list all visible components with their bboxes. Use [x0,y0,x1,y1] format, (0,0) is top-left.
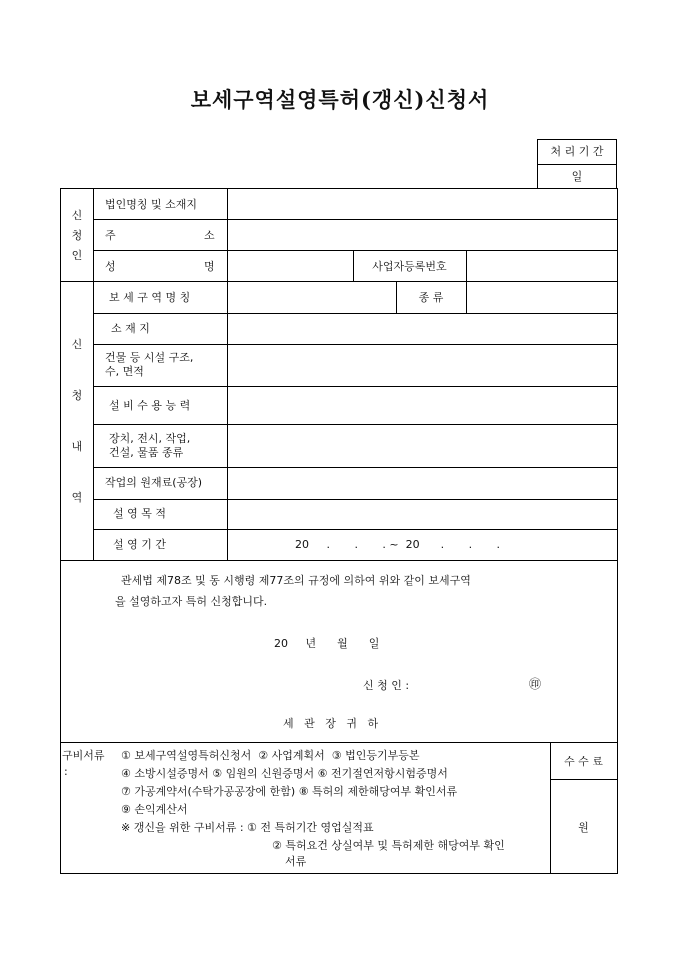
items-label-1: 장치, 전시, 작업, [109,432,191,445]
documents-line-6: ② 특허요건 상실여부 및 특허제한 해당여부 확인 [272,839,505,852]
fee-label: 수 수 료 [564,755,603,768]
processing-period-box [537,139,617,189]
materials-label: 작업의 원재료(공장) [105,476,203,489]
address-label-1: 주 [105,229,116,242]
name-label-2: 명 [204,260,215,273]
business-reg-label: 사업자등록번호 [372,260,447,273]
documents-line-5: ※ 갱신을 위한 구비서류 : ① 전 특허기간 영업실적표 [121,821,374,834]
documents-line-7: 서류 [285,855,307,868]
documents-line-4: ⑨ 손익계산서 [121,803,188,816]
details-section-label-2: 청 [71,389,83,402]
documents-label: 구비서류 [62,749,105,762]
application-date: 20 년 월 일 [274,637,380,650]
address-label-2: 소 [204,229,215,242]
details-section-label-3: 내 [71,440,83,453]
name-label-1: 성 [105,260,116,273]
building-label-1: 건물 등 시설 구조, [105,351,194,364]
processing-period-value: 일 [571,170,583,183]
period-label: 설 영 기 간 [113,538,166,551]
details-section-label-4: 역 [71,491,83,504]
signer-label: 신 청 인 : [363,679,410,692]
documents-colon: : [64,765,68,778]
applicant-section-label-2: 청 [71,229,83,242]
items-label-2: 건설, 물품 종류 [109,446,184,459]
documents-line-2: ④ 소방시설증명서 ⑤ 임원의 신원증명서 ⑥ 전기절연저항시험증명서 [121,767,448,780]
documents-line-1: ① 보세구역설영특허신청서 ② 사업계획서 ③ 법인등기부등본 [121,749,420,762]
form-title: 보세구역설영특허(갱신)신청서 [190,87,490,112]
applicant-section-label-3: 인 [71,249,83,262]
location-label: 소 재 지 [111,322,150,335]
zone-name-label: 보 세 구 역 명 칭 [109,291,191,304]
application-form-table [60,188,618,874]
declaration-line-2: 을 설영하고자 특허 신청합니다. [115,595,268,608]
recipient: 세 관 장 귀 하 [283,717,379,730]
building-label-2: 수, 면적 [105,365,144,378]
corporate-name-label: 법인명칭 및 소재지 [105,198,198,211]
processing-period-label: 처 리 기 간 [550,145,604,158]
applicant-section-label-1: 신 [71,209,83,222]
declaration-line-1: 관세법 제78조 및 동 시행령 제77조의 규정에 의하여 위와 같이 보세구역 [121,574,471,587]
zone-type-label: 종 류 [418,291,444,304]
fee-value: 원 [578,821,589,834]
seal-mark: ㊞ [529,677,542,691]
purpose-label: 설 영 목 적 [113,507,166,520]
capacity-label: 설 비 수 용 능 력 [109,399,191,412]
documents-line-3: ⑦ 가공계약서(수탁가공공장에 한함) ⑧ 특허의 제한해당여부 확인서류 [121,785,458,798]
details-section-label-1: 신 [71,338,83,351]
period-value: 20 . . . ~ 20 . . . [295,538,501,551]
